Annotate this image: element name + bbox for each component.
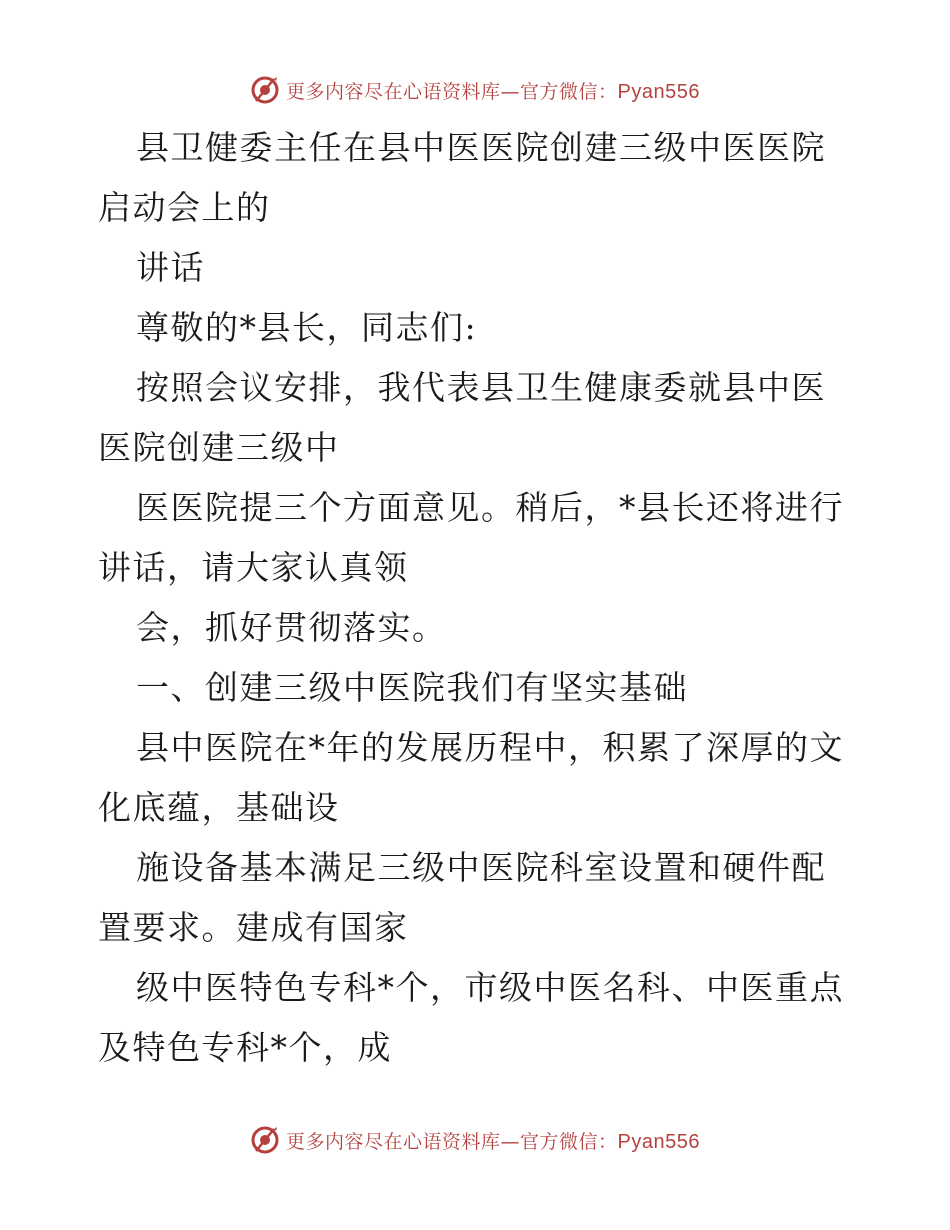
- watermark-id: Pyan556: [617, 80, 700, 103]
- watermark-id: Pyan556: [617, 1130, 700, 1153]
- paragraph: 施设备基本满足三级中医院科室设置和硬件配置要求。建成有国家: [98, 848, 826, 947]
- footer-watermark: [0, 1120, 950, 1160]
- paragraph: 会，抓好贯彻落实。: [136, 608, 447, 647]
- paragraph: 按照会议安排，我代表县卫生健康委就县中医医院创建三级中: [98, 368, 826, 467]
- quill-pen-seal-icon: [250, 75, 280, 105]
- paragraph: 医医院提三个方面意见。稍后，*县长还将进行讲话，请大家认真领: [98, 488, 844, 587]
- document-title: 县卫健委主任在县中医医院创建三级中医医院启动会上的: [98, 128, 826, 227]
- salutation: 尊敬的*县长，同志们:: [136, 308, 478, 347]
- header-watermark: [0, 70, 950, 110]
- paragraph: 县中医院在*年的发展历程中，积累了深厚的文化底蕴，基础设: [98, 728, 844, 827]
- document-title-cont: 讲话: [136, 248, 205, 287]
- paragraph: 级中医特色专科*个，市级中医名科、中医重点及特色专科*个，成: [98, 968, 844, 1067]
- document-body: [98, 118, 858, 1078]
- section-heading: 一、创建三级中医院我们有坚实基础: [136, 668, 688, 707]
- watermark-text: 更多内容尽在心语资料库—官方微信：Pyan556: [286, 1130, 700, 1153]
- quill-pen-seal-icon: [250, 1125, 280, 1155]
- watermark-text: 更多内容尽在心语资料库—官方微信：Pyan556: [286, 80, 700, 103]
